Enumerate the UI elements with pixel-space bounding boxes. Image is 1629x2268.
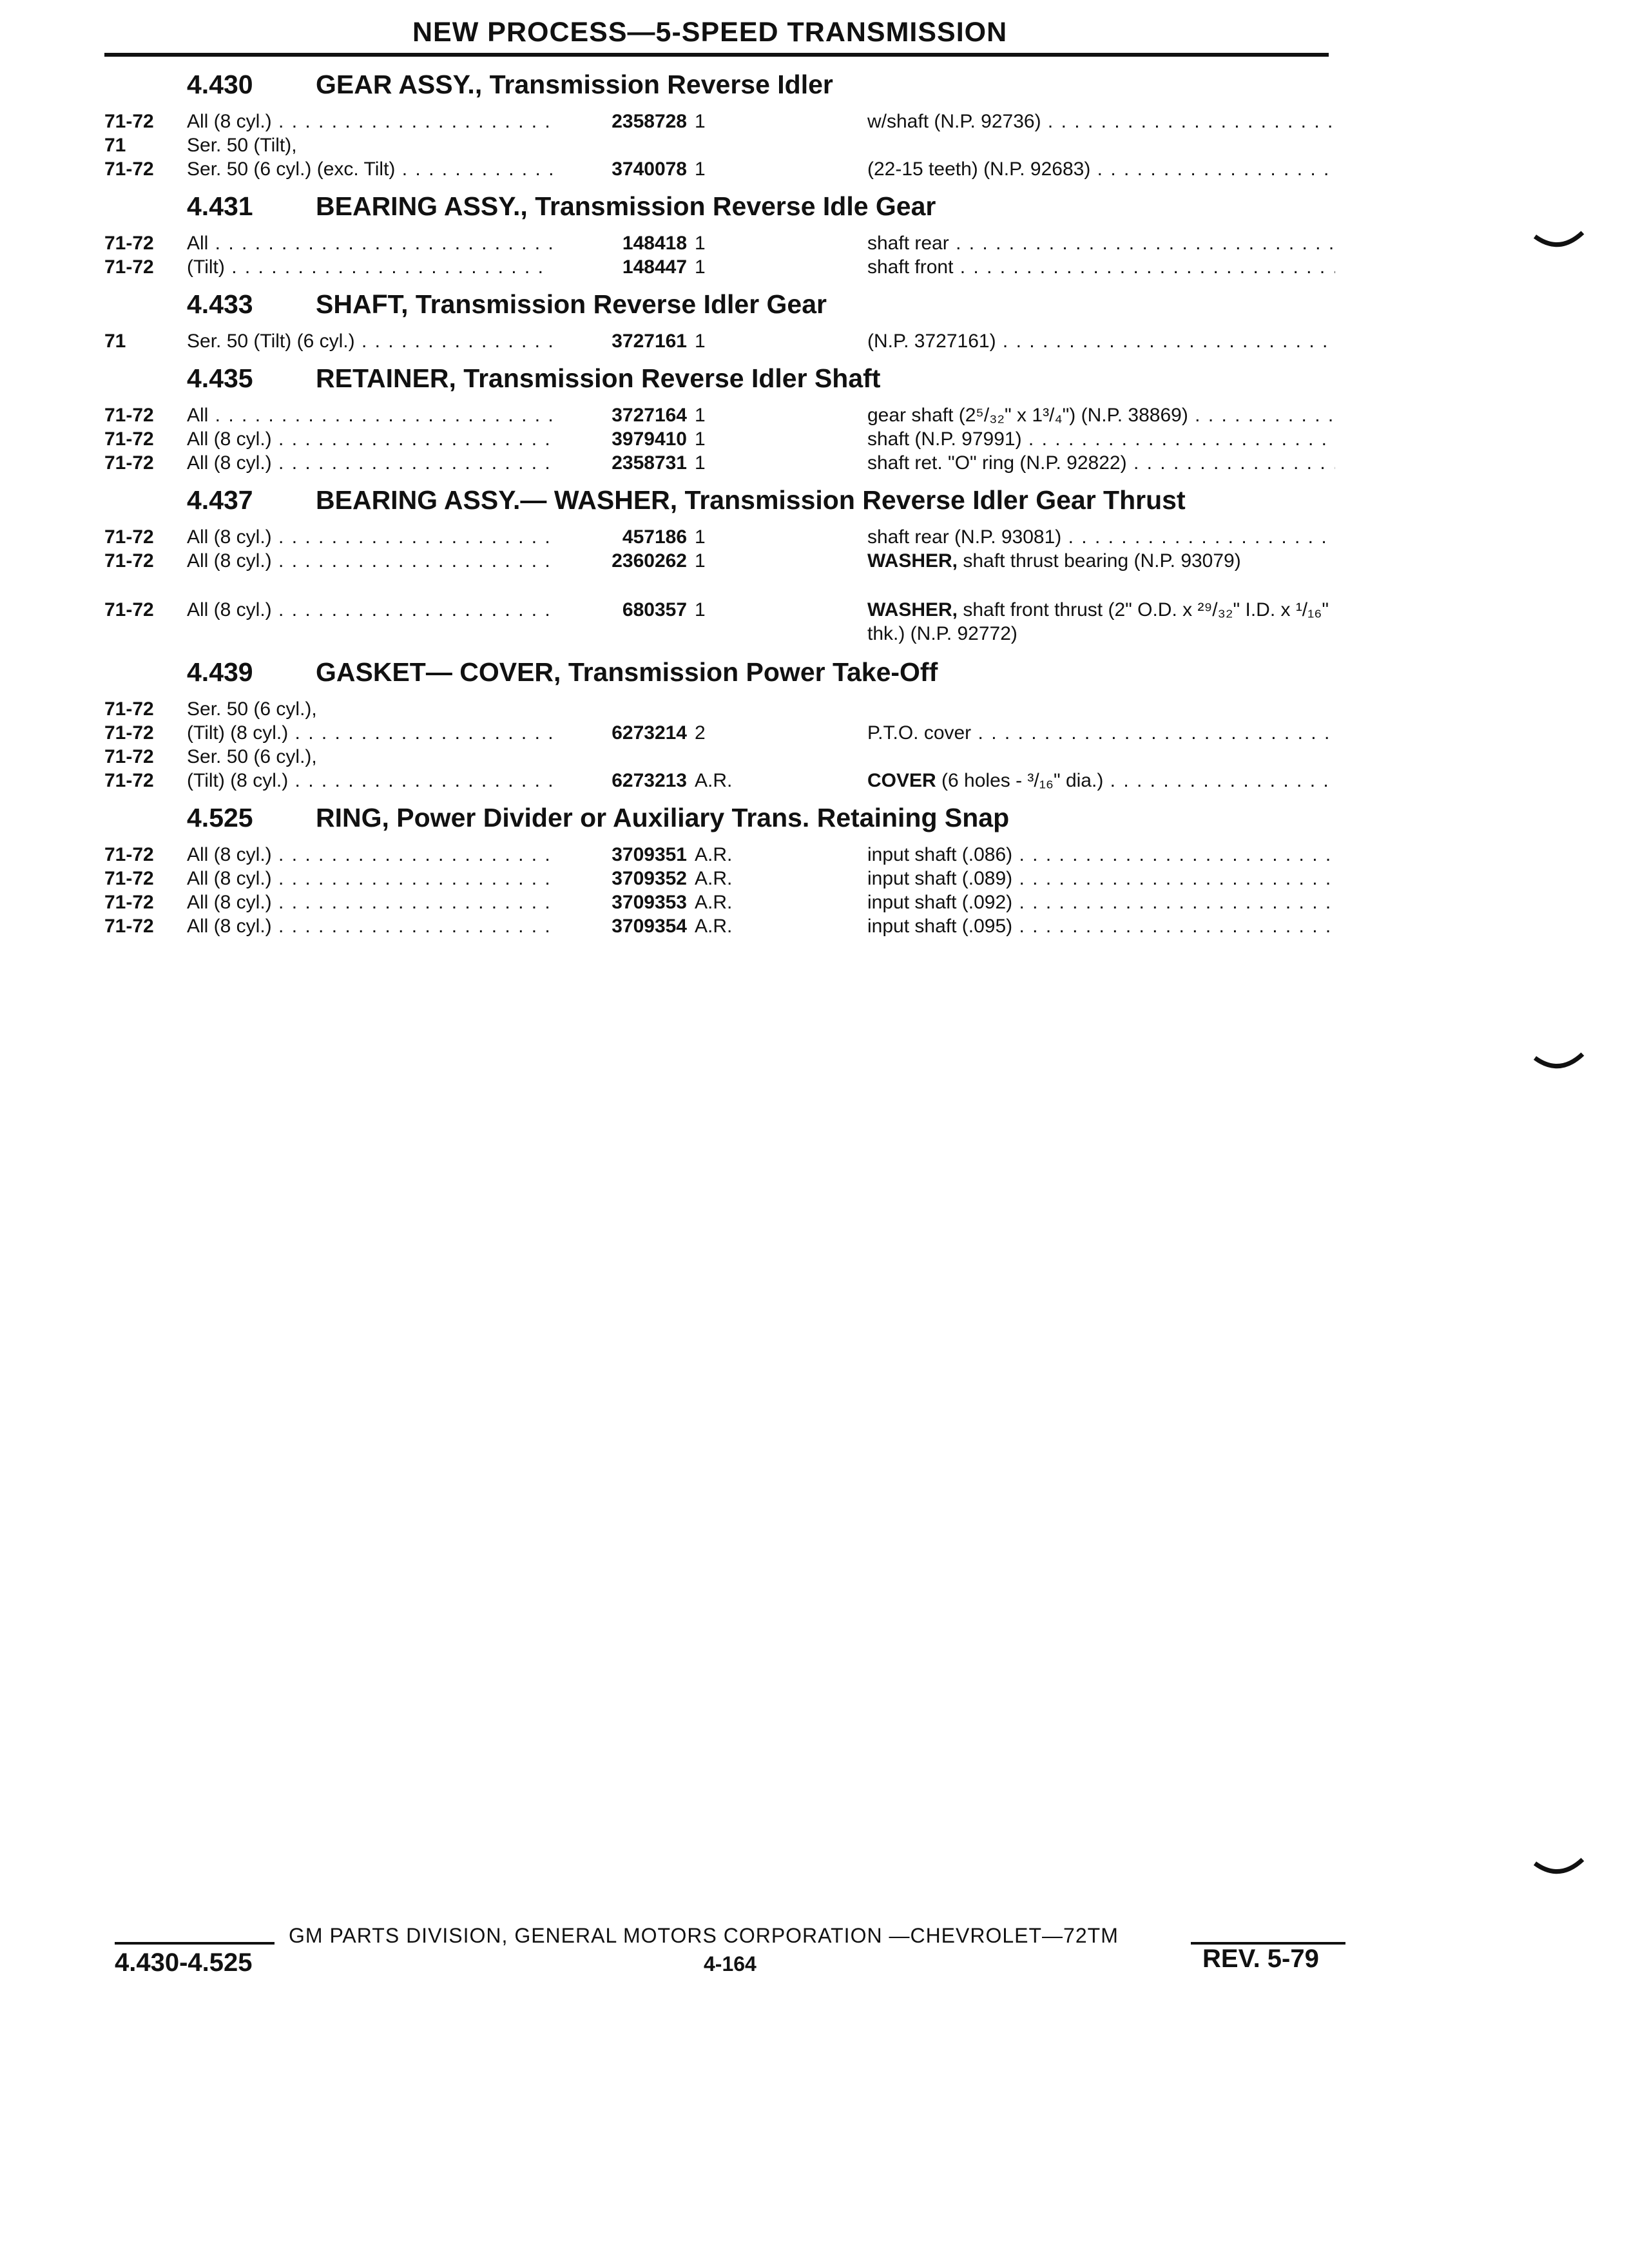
model: All (8 cyl.) . . . bbox=[187, 843, 625, 867]
description: shaft rear . . . bbox=[867, 231, 1335, 255]
part-number: 2358731 bbox=[553, 451, 687, 475]
table-row bbox=[104, 525, 1335, 549]
table-row bbox=[104, 133, 1335, 157]
description-keyword: WASHER, bbox=[867, 550, 958, 572]
part-number: 3709354 bbox=[553, 914, 687, 938]
model: All (8 cyl.) . . . bbox=[187, 427, 625, 451]
years: 71 bbox=[104, 331, 126, 352]
section-4-439 bbox=[104, 657, 1335, 793]
years: 71-72 bbox=[104, 599, 154, 620]
model: All (8 cyl.) . . . bbox=[187, 890, 625, 914]
title-rule bbox=[104, 53, 1329, 57]
description-keyword: COVER bbox=[867, 770, 936, 791]
section-number: 4.433 bbox=[187, 289, 253, 319]
section-title: RETAINER, Transmission Reverse Idler Shaft bbox=[316, 363, 881, 393]
table-row bbox=[104, 598, 1335, 647]
quantity: 1 bbox=[695, 526, 706, 548]
part-number: 3727164 bbox=[553, 403, 687, 427]
table-row bbox=[104, 427, 1335, 451]
part-number: 3979410 bbox=[553, 427, 687, 451]
section-title: BEARING ASSY.— WASHER, Transmission Reverse Idler Gear Thrust bbox=[316, 485, 1186, 515]
years: 71-72 bbox=[104, 526, 154, 548]
years: 71-72 bbox=[104, 452, 154, 474]
table-row bbox=[104, 403, 1335, 427]
section-heading bbox=[104, 191, 1335, 231]
model: (Tilt) . . . bbox=[187, 255, 625, 279]
quantity: A.R. bbox=[695, 868, 733, 889]
years: 71-72 bbox=[104, 722, 154, 744]
section-number: 4.430 bbox=[187, 70, 253, 99]
description: P.T.O. cover . . . bbox=[867, 721, 1335, 745]
part-number: 680357 bbox=[553, 598, 687, 622]
description bbox=[867, 549, 1335, 598]
table-row bbox=[104, 697, 1335, 721]
description bbox=[867, 598, 1335, 647]
description: shaft rear (N.P. 93081) . . . bbox=[867, 525, 1335, 549]
footer-publisher: GM PARTS DIVISION, GENERAL MOTORS CORPORATION —CHEVROLET—72TM bbox=[289, 1924, 1119, 1947]
table-row bbox=[104, 914, 1335, 938]
years: 71-72 bbox=[104, 844, 154, 865]
description-text: shaft front thrust (2" O.D. x ²⁹/₃₂" I.D. x ¹/₁₆" thk.) (N.P. 92772) bbox=[867, 599, 1329, 644]
description: input shaft (.092) . . . bbox=[867, 890, 1335, 914]
section-number: 4.437 bbox=[187, 485, 253, 515]
part-number: 148447 bbox=[553, 255, 687, 279]
years: 71-72 bbox=[104, 550, 154, 572]
description-text: shaft thrust bearing (N.P. 93079) bbox=[963, 550, 1241, 572]
years: 71-72 bbox=[104, 770, 154, 791]
part-number: 6273214 bbox=[553, 721, 687, 745]
description bbox=[867, 769, 1335, 793]
section-heading bbox=[104, 485, 1335, 525]
quantity: A.R. bbox=[695, 844, 733, 865]
model: Ser. 50 (6 cyl.) (exc. Tilt) . . . bbox=[187, 157, 625, 181]
binder-mark-icon bbox=[1534, 229, 1585, 255]
years: 71 bbox=[104, 135, 126, 156]
footer-rule-left bbox=[115, 1942, 275, 1945]
quantity: 1 bbox=[695, 159, 706, 180]
description: (N.P. 3727161) . . . bbox=[867, 329, 1335, 353]
model: All (8 cyl.) . . . bbox=[187, 451, 625, 475]
description: (22-15 teeth) (N.P. 92683) . . . bbox=[867, 157, 1335, 181]
table-row bbox=[104, 890, 1335, 914]
years: 71-72 bbox=[104, 111, 154, 132]
section-heading bbox=[104, 363, 1335, 403]
part-number: 148418 bbox=[553, 231, 687, 255]
description: input shaft (.086) . . . bbox=[867, 843, 1335, 867]
years: 71-72 bbox=[104, 428, 154, 450]
page-title: NEW PROCESS—5-SPEED TRANSMISSION bbox=[412, 17, 1008, 48]
model: Ser. 50 (6 cyl.), bbox=[187, 698, 317, 720]
part-number: 457186 bbox=[553, 525, 687, 549]
table-row bbox=[104, 745, 1335, 769]
model: All . . . bbox=[187, 403, 625, 427]
part-number: 2358728 bbox=[553, 110, 687, 133]
quantity: A.R. bbox=[695, 916, 733, 937]
section-number: 4.435 bbox=[187, 363, 253, 393]
years: 71-72 bbox=[104, 916, 154, 937]
section-title: SHAFT, Transmission Reverse Idler Gear bbox=[316, 289, 827, 319]
section-4-430 bbox=[104, 70, 1335, 181]
model: Ser. 50 (Tilt), bbox=[187, 135, 297, 156]
section-title: BEARING ASSY., Transmission Reverse Idle Gear bbox=[316, 191, 936, 221]
description: w/shaft (N.P. 92736) . . . bbox=[867, 110, 1335, 133]
binder-mark-icon bbox=[1534, 1856, 1585, 1881]
quantity: 1 bbox=[695, 428, 706, 450]
model: All (8 cyl.) . . . bbox=[187, 110, 625, 133]
model: All (8 cyl.) . . . bbox=[187, 867, 625, 890]
table-row bbox=[104, 110, 1335, 133]
description: gear shaft (2⁵/₃₂" x 1³/₄") (N.P. 38869) . . . bbox=[867, 403, 1335, 427]
table-row bbox=[104, 769, 1335, 793]
table-row bbox=[104, 867, 1335, 890]
section-title: RING, Power Divider or Auxiliary Trans. Retaining Snap bbox=[316, 803, 1010, 832]
section-4-525 bbox=[104, 803, 1335, 938]
part-number: 3709351 bbox=[553, 843, 687, 867]
part-number: 2360262 bbox=[553, 549, 687, 573]
quantity: 1 bbox=[695, 256, 706, 278]
table-row bbox=[104, 549, 1335, 598]
quantity: A.R. bbox=[695, 770, 733, 791]
quantity: A.R. bbox=[695, 892, 733, 913]
description-keyword: WASHER, bbox=[867, 599, 958, 620]
model: (Tilt) (8 cyl.) . . . bbox=[187, 721, 625, 745]
section-4-433 bbox=[104, 289, 1335, 353]
description: input shaft (.095) . . . bbox=[867, 914, 1335, 938]
table-row bbox=[104, 157, 1335, 181]
part-number: 3740078 bbox=[553, 157, 687, 181]
section-4-435 bbox=[104, 363, 1335, 475]
section-number: 4.431 bbox=[187, 191, 253, 221]
part-number: 3709353 bbox=[553, 890, 687, 914]
years: 71-72 bbox=[104, 868, 154, 889]
table-row bbox=[104, 843, 1335, 867]
table-row bbox=[104, 255, 1335, 279]
model: All (8 cyl.) . . . bbox=[187, 525, 625, 549]
years: 71-72 bbox=[104, 892, 154, 913]
table-row bbox=[104, 451, 1335, 475]
footer-revision: REV. 5-79 bbox=[1202, 1945, 1319, 1973]
model: (Tilt) (8 cyl.) . . . bbox=[187, 769, 625, 793]
table-row bbox=[104, 721, 1335, 745]
footer-section-range: 4.430-4.525 bbox=[115, 1948, 253, 1977]
years: 71-72 bbox=[104, 233, 154, 254]
section-4-437 bbox=[104, 485, 1335, 647]
description: shaft (N.P. 97991) . . . bbox=[867, 427, 1335, 451]
years: 71-72 bbox=[104, 256, 154, 278]
quantity: 1 bbox=[695, 405, 706, 426]
quantity: 1 bbox=[695, 599, 706, 620]
section-4-431 bbox=[104, 191, 1335, 279]
model: All . . . bbox=[187, 231, 625, 255]
quantity: 1 bbox=[695, 111, 706, 132]
description: shaft front . . . bbox=[867, 255, 1335, 279]
section-number: 4.525 bbox=[187, 803, 253, 832]
description: input shaft (.089) . . . bbox=[867, 867, 1335, 890]
section-number: 4.439 bbox=[187, 657, 253, 687]
section-heading bbox=[104, 803, 1335, 843]
years: 71-72 bbox=[104, 159, 154, 180]
description-text: (6 holes - ³/₁₆" dia.) bbox=[941, 770, 1104, 791]
quantity: 1 bbox=[695, 331, 706, 352]
model: All (8 cyl.) . . . bbox=[187, 914, 625, 938]
section-title: GASKET— COVER, Transmission Power Take-Off bbox=[316, 657, 938, 687]
model: Ser. 50 (6 cyl.), bbox=[187, 746, 317, 767]
part-number: 6273213 bbox=[553, 769, 687, 793]
binder-mark-icon bbox=[1534, 1050, 1585, 1076]
table-row bbox=[104, 329, 1335, 353]
section-heading bbox=[104, 657, 1335, 697]
description: shaft ret. "O" ring (N.P. 92822) . . . bbox=[867, 451, 1335, 475]
quantity: 1 bbox=[695, 452, 706, 474]
section-heading bbox=[104, 289, 1335, 329]
years: 71-72 bbox=[104, 746, 154, 767]
table-row bbox=[104, 231, 1335, 255]
model: Ser. 50 (Tilt) (6 cyl.) . . . bbox=[187, 329, 625, 353]
section-heading bbox=[104, 70, 1335, 110]
section-title: GEAR ASSY., Transmission Reverse Idler bbox=[316, 70, 833, 99]
years: 71-72 bbox=[104, 405, 154, 426]
quantity: 2 bbox=[695, 722, 706, 744]
footer-page-number: 4-164 bbox=[704, 1952, 757, 1975]
quantity: 1 bbox=[695, 550, 706, 572]
years: 71-72 bbox=[104, 698, 154, 720]
model: All (8 cyl.) . . . bbox=[187, 549, 625, 573]
part-number: 3709352 bbox=[553, 867, 687, 890]
model: All (8 cyl.) . . . bbox=[187, 598, 625, 622]
part-number: 3727161 bbox=[553, 329, 687, 353]
parts-catalog-content bbox=[104, 70, 1335, 948]
quantity: 1 bbox=[695, 233, 706, 254]
